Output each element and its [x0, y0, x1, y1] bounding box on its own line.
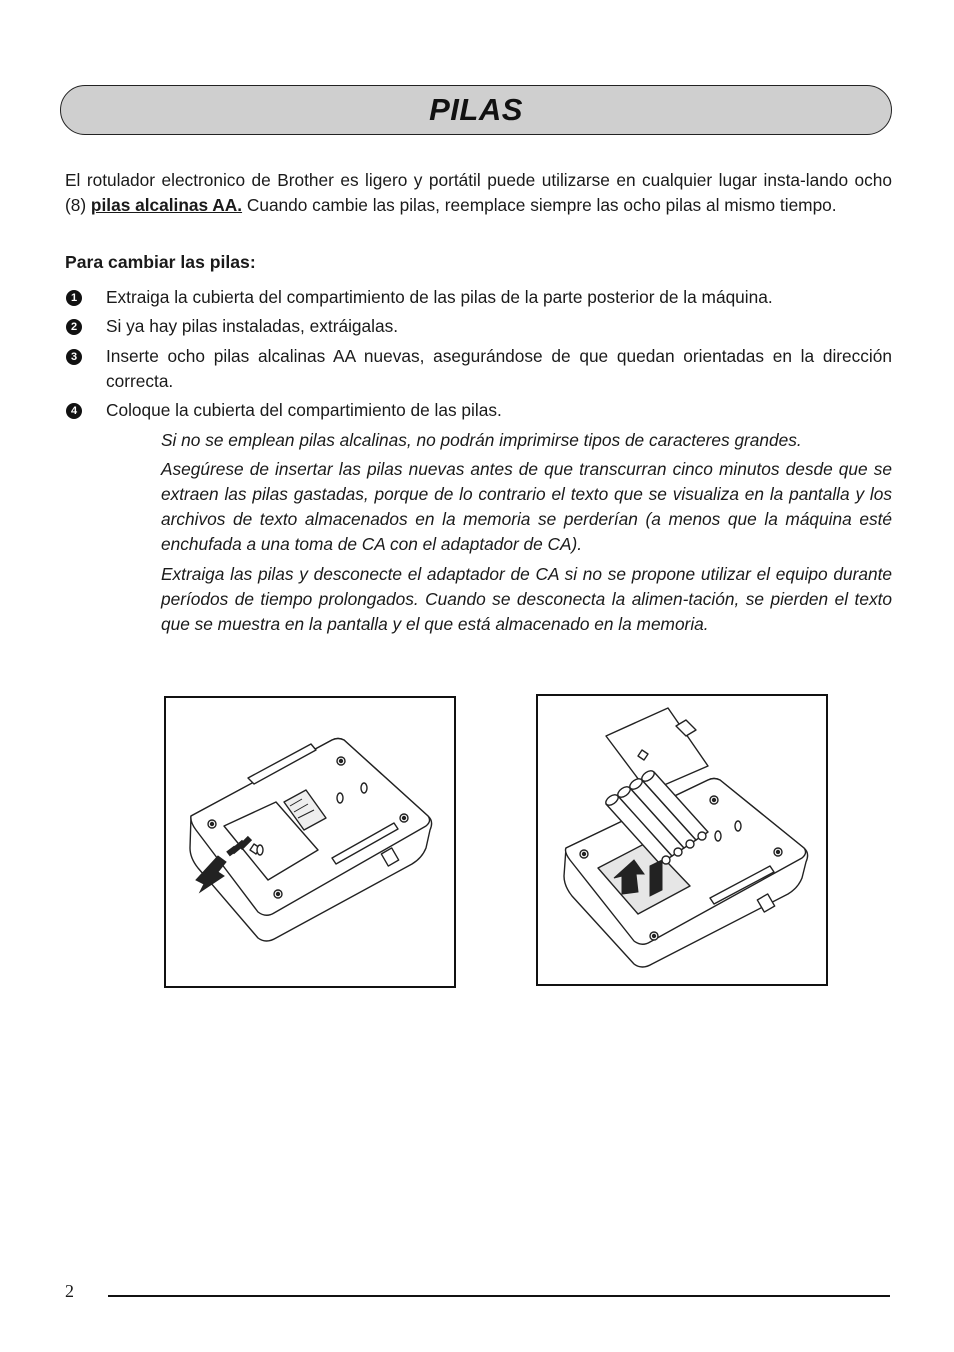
- intro-text-after: Cuando cambie las pilas, reemplace siempre las ocho pilas al mismo tiempo.: [242, 195, 837, 215]
- note-long-storage: Extraiga las pilas y desconecte el adaptador de CA si no se propone utilizar el equipo durante períodos de tiempo prolongados. Cuando se desconecta la alimen-tación, se pierden el texto que se muestra en la pantalla y el que está almacenado en la memoria.: [161, 564, 892, 634]
- figure-insert-batteries: [536, 694, 828, 986]
- battery-insertion-illustration: [538, 696, 826, 984]
- step-text: Coloque la cubierta del compartimiento de las pilas.: [106, 400, 502, 420]
- figure-remove-cover: [164, 696, 456, 988]
- footer-rule: [108, 1295, 890, 1297]
- intro-paragraph: [65, 168, 892, 218]
- step-text: Si ya hay pilas instaladas, extráigalas.: [106, 316, 399, 336]
- step-number-badge: 4: [66, 403, 82, 419]
- battery-type-link[interactable]: pilas alcalinas AA.: [90, 195, 243, 215]
- section-subheading: Para cambiar las pilas:: [65, 252, 256, 272]
- step-text: Inserte ocho pilas alcalinas AA nuevas, asegurándose de que quedan orientadas en la dirección correcta.: [106, 346, 892, 391]
- page-title: PILAS: [429, 92, 523, 127]
- page-number: 2: [65, 1281, 74, 1301]
- step-number-badge: 2: [66, 319, 82, 335]
- step-number-badge: 1: [66, 290, 82, 306]
- note-alkaline: Si no se emplean pilas alcalinas, no podrán imprimirse tipos de caracteres grandes.: [161, 430, 802, 450]
- title-banner: [60, 85, 892, 135]
- intro-text-before: El rotulador electronico de Brother es ligero y portátil puede utilizarse en cualquier lugar insta-lando ocho (8): [65, 170, 892, 215]
- note-replace-time: Asegúrese de insertar las pilas nuevas antes de que transcurran cinco minutos desde que se extraen las pilas gastadas, porque de lo contrario el texto que se visualiza en la pantalla y los archivos de texto almacenados en la memoria se perderían (a menos que la máquina esté enchufada a una toma de CA con el adaptador de CA).: [161, 459, 892, 554]
- printer-underside-illustration: [166, 698, 454, 986]
- step-text: Extraiga la cubierta del compartimiento de las pilas de la parte posterior de la máquina.: [106, 287, 773, 307]
- step-number-badge: 3: [66, 349, 82, 365]
